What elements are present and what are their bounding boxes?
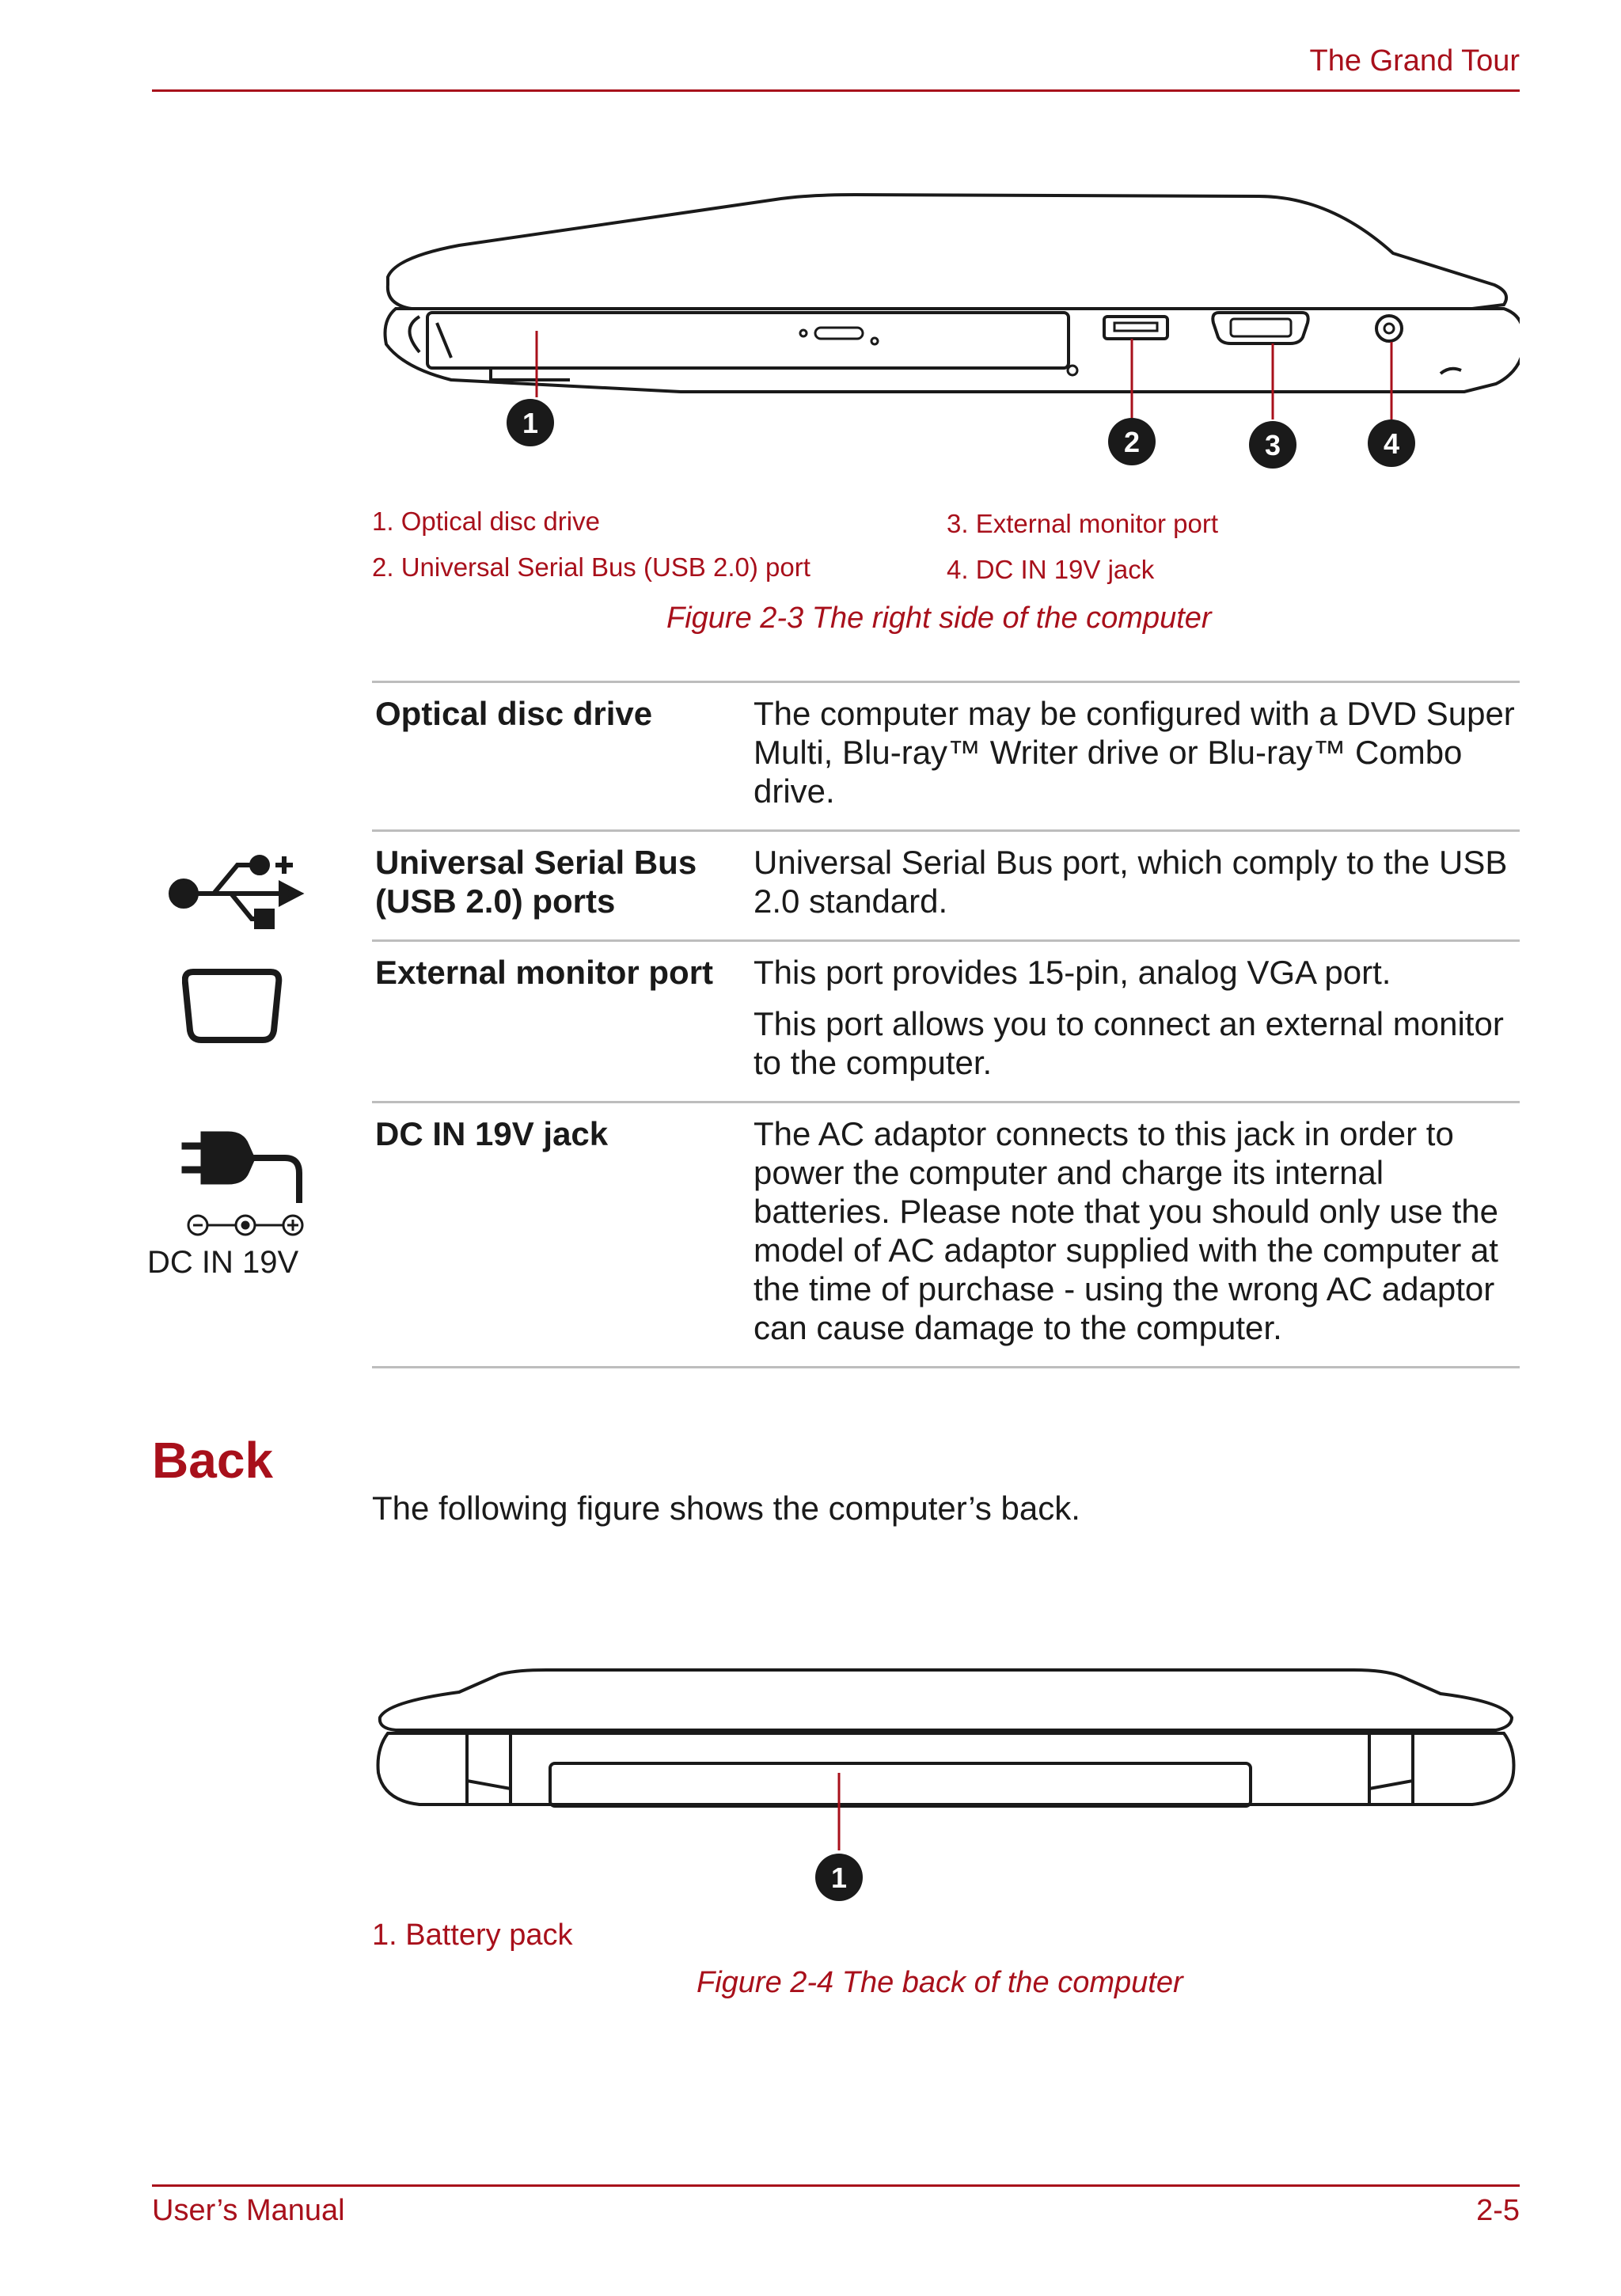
table-row (372, 939, 1520, 1101)
desc-paragraph: Universal Serial Bus port, which comply to the USB 2.0 standard. (754, 844, 1508, 920)
monitor-port-icon (182, 966, 340, 1049)
desc-dc-in-jack (754, 1103, 1520, 1366)
dc-in-icon (147, 1125, 340, 1281)
figure-back-caption: Figure 2-4 The back of the computer (697, 1966, 1183, 1999)
term-optical-disc-drive: Optical disc drive (375, 695, 653, 732)
usb-icon (166, 848, 325, 939)
figure-right-label-3: 3. External monitor port (947, 509, 1218, 538)
desc-optical-disc-drive (754, 683, 1520, 829)
ports-table (147, 681, 1520, 1368)
term-dc-in-jack: DC IN 19V jack (375, 1115, 609, 1152)
back-intro-text: The following figure shows the computer’s back. (372, 1490, 1080, 1527)
figure-right-caption: Figure 2-3 The right side of the computer (666, 602, 1212, 635)
desc-usb (754, 832, 1520, 939)
term-external-monitor-port: External monitor port (375, 954, 714, 991)
figure-right-label-2: 2. Universal Serial Bus (USB 2.0) port (372, 552, 810, 582)
footer-page-number: 2-5 (1476, 2194, 1520, 2227)
desc-paragraph: The AC adaptor connects to this jack in order to power the computer and charge its internal batteries. Please note that you should only use the model of AC adaptor supplied with the computer at the time of purchase - using the wrong AC adaptor can cause damage to the computer. (754, 1115, 1498, 1346)
header-rule (152, 89, 1520, 92)
section-heading-back: Back (152, 1432, 273, 1489)
term-usb: Universal Serial Bus (USB 2.0) ports (375, 844, 697, 920)
footer-manual-title: User’s Manual (152, 2194, 345, 2227)
table-row (372, 681, 1520, 829)
figure-back (372, 1662, 1520, 1915)
running-header: The Grand Tour (1309, 44, 1520, 78)
desc-paragraph: This port allows you to connect an external monitor to the computer. (754, 1005, 1504, 1081)
table-row (147, 1101, 1520, 1368)
callout-2: 2 (1123, 426, 1141, 458)
callout-4: 4 (1383, 427, 1400, 460)
laptop-right-side-illustration (364, 190, 1520, 475)
callout-3: 3 (1264, 429, 1281, 461)
desc-external-monitor-port (754, 942, 1520, 1101)
dc-in-icon-label: DC IN 19V (147, 1245, 299, 1280)
table-row (372, 829, 1520, 939)
callout-1: 1 (830, 1861, 848, 1894)
figure-back-label-1: 1. Battery pack (372, 1918, 573, 1952)
callout-1: 1 (522, 407, 539, 439)
laptop-back-illustration (372, 1662, 1520, 1915)
figure-right-label-1: 1. Optical disc drive (372, 507, 600, 536)
figure-right-label-4: 4. DC IN 19V jack (947, 555, 1155, 584)
desc-paragraph: The computer may be configured with a DVD Super Multi, Blu-ray™ Writer drive or Blu-ray™ Combo drive. (754, 695, 1515, 810)
figure-right-side (364, 190, 1520, 475)
desc-paragraph: This port provides 15-pin, analog VGA port. (754, 954, 1391, 991)
footer-rule (152, 2184, 1520, 2187)
